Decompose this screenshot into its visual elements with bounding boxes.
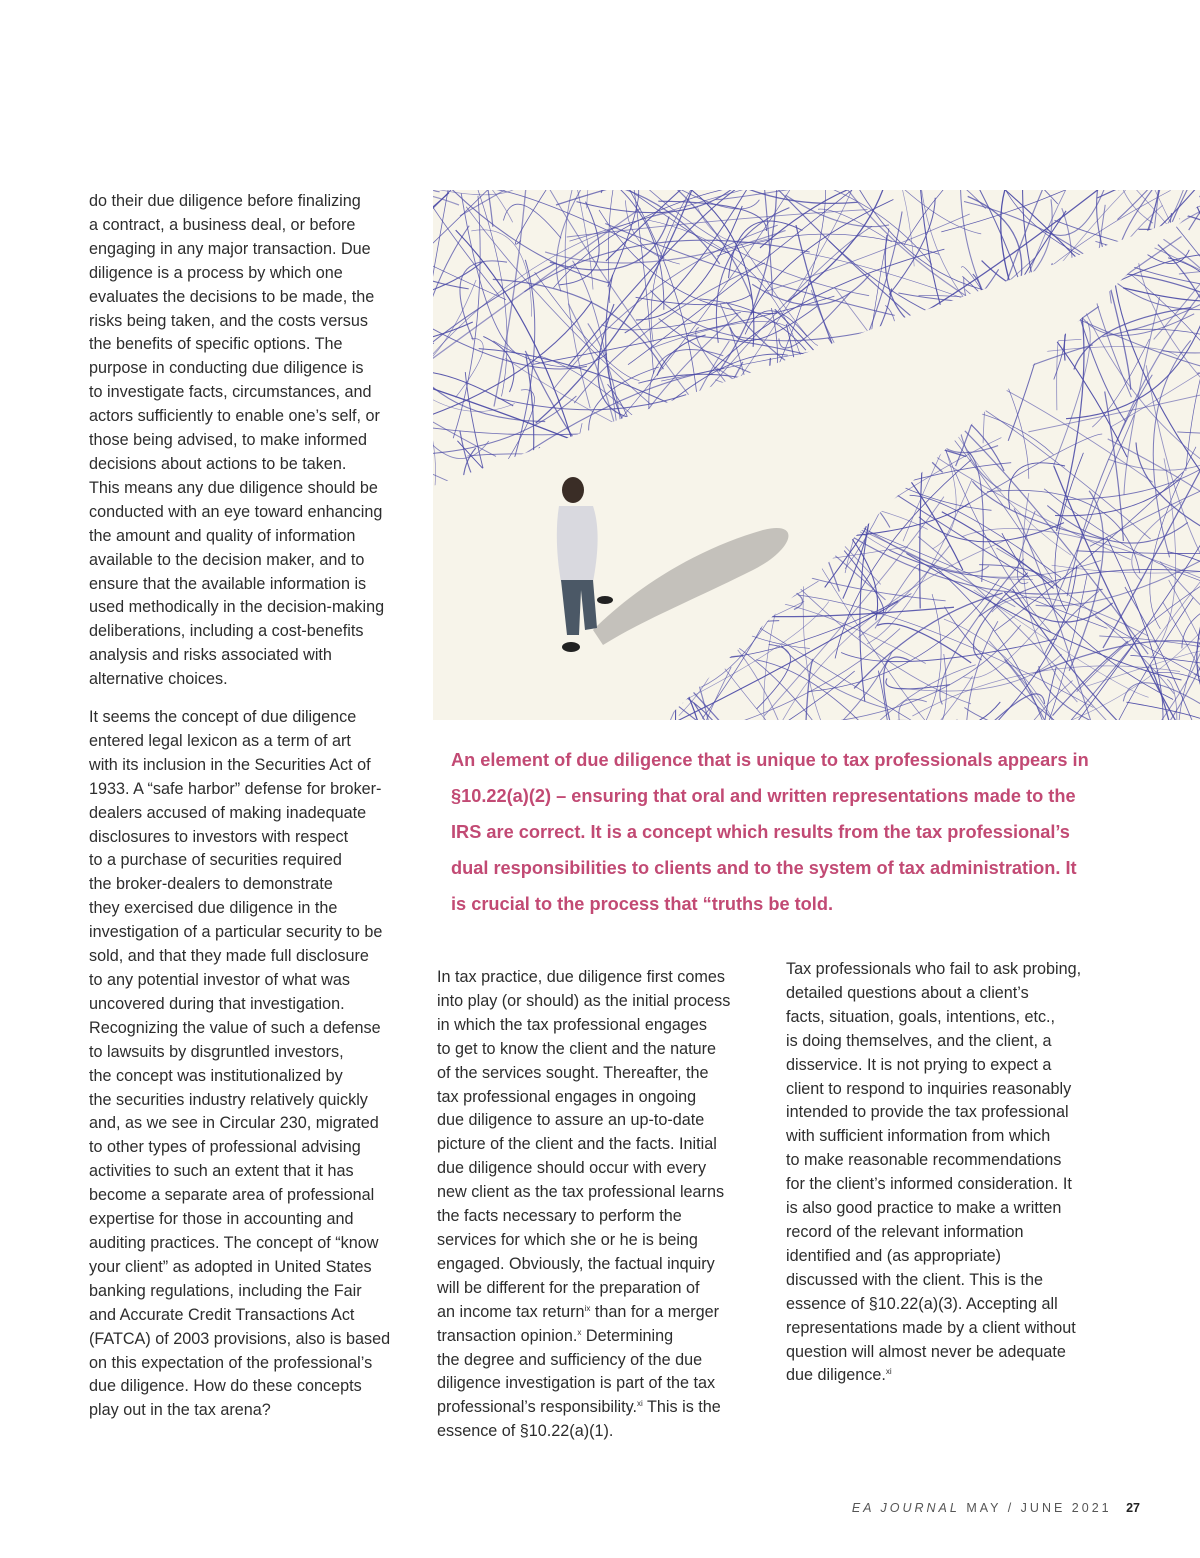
issue-date: MAY / JUNE 2021 <box>966 1501 1112 1515</box>
body-paragraph: do their due diligence before finalizing a contract, a business deal, or before engaging in any major transaction. Due diligence is a process by which one evaluates the decisions to be made, the risks being taken, and the costs versus the benefits of specific options. The purpose in conducting due diligence is to investigate facts, circumstances, and actors sufficiently to enable one’s self, or those being advised, to make informed decisions about actions to be taken. This means any due diligence should be conducted with an eye toward enhancing the amount and quality of information available to the decision maker, and to ensure that the available information is used methodically in the decision-making deliberations, including a cost-benefits analysis and risks associated with alternative choices. <box>89 192 385 689</box>
footnote-marker: x <box>577 1327 582 1337</box>
text-run: This is the essence of §10.22(a)(1). <box>437 1398 721 1441</box>
right-column <box>786 958 1116 1388</box>
body-paragraph: It seems the concept of due diligence entered legal lexicon as a term of art with its inclusion in the Securities Act of 1933. A “safe harbor” defense for broker- dealers accused of making inadequate disclosures to investors with respect to a purchase of securities required the broker-dealers to demonstrate they exercised due diligence in the investigation of a particular security to be sold, and that they made full disclosure to any potential investor of what was uncovered during that investigation. Recognizing the value of such a defense to lawsuits by disgruntled investors, the concept was institutionalized by the securities industry relatively quickly and, as we see in Circular 230, migrated to other types of professional advising activities to such an extent that it has become a separate area of professional expertise for those in accounting and auditing practices. The concept of “know your client” as adopted in United States banking regulations, including the Fair and Accurate Credit Transactions Act (FATCA) of 2003 provisions, also is based on this expectation of the professional’s due diligence. How do these concepts play out in the tax arena? <box>89 708 391 1420</box>
text-run: Determining the degree and sufficiency of the due diligence investigation is part of the tax professional’s responsibility. <box>437 1326 716 1417</box>
body-paragraph <box>786 958 1116 1388</box>
left-column <box>89 190 419 1423</box>
magazine-name: EA JOURNAL <box>851 1501 960 1515</box>
page-footer <box>852 1501 1140 1515</box>
text-run: Tax professionals who fail to ask probing, detailed questions about a client’s facts, situation, goals, intentions, etc., is doing themselves, and the client, a disservice. It is not prying to expect a client to respond to inquiries reasonably intended to provide the tax professional with sufficient information from which to make reasonable recommendations for the client’s informed consideration. It is also good practice to make a written record of the relevant information identified and (as appropriate) discussed with the client. This is the essence of §10.22(a)(3). Accepting all representations made by a client without question will almost never be adequate due diligence. <box>786 960 1082 1385</box>
footnote-marker: xi <box>637 1399 643 1409</box>
body-paragraph <box>437 966 762 1444</box>
text-run: In tax practice, due diligence first comes into play (or should) as the initial process in which the tax professional engages to get to know the client and the nature of the services sought. Thereafter, the tax professional engages in ongoing due diligence to assure an up-to-date picture of the client and the facts. Initial due diligence should occur with every new client as the tax professional learns the facts necessary to perform the services for which she or he is being engaged. Obviously, the factual inquiry will be different for the preparation of an income tax return <box>437 968 731 1321</box>
middle-column <box>437 966 762 1444</box>
pull-quote: An element of due diligence that is unique to tax professionals appears in §10.22(a)(2) – ensuring that oral and written representations made to the IRS are correct. It is a concept which results from the tax professional’s dual responsibilities to clients and to the system of tax administration. It is crucial to the process that “truths be told. <box>451 750 1089 914</box>
footnote-marker: xi <box>885 1367 892 1377</box>
walking-man-illustration <box>433 190 1200 720</box>
scribble-illustration <box>433 190 1200 720</box>
page-number: 27 <box>1126 1501 1140 1515</box>
footnote-marker: ix <box>584 1303 591 1313</box>
text-run: than for a merger transaction opinion. <box>437 1302 720 1345</box>
